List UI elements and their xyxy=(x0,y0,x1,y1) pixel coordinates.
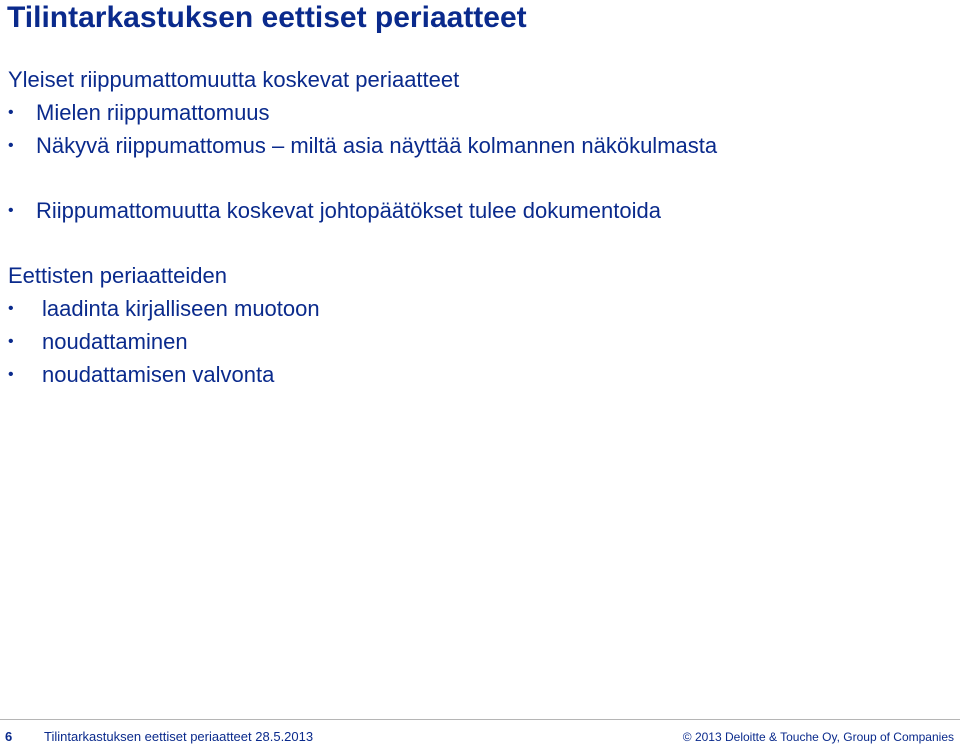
slide-title: Tilintarkastuksen eettiset periaatteet xyxy=(7,1,527,34)
footer-title xyxy=(44,729,313,745)
list-item-text: Mielen riippumattomuus xyxy=(36,100,270,125)
page-number: 6 xyxy=(5,729,13,744)
footer-copyright: © 2013 Deloitte & Touche Oy, Group of Companies xyxy=(682,730,954,744)
list-item-text: Näkyvä riippumattomus – miltä asia näyttää kolmannen näkökulmasta xyxy=(36,133,718,158)
footer-title-text: Tilintarkastuksen eettiset periaatteet xyxy=(44,729,252,744)
list-item-text: noudattamisen valvonta xyxy=(42,362,275,387)
bullet-icon: • xyxy=(8,104,14,121)
list-item-text: laadinta kirjalliseen muotoon xyxy=(42,296,320,321)
bullet-icon: • xyxy=(8,202,14,219)
list-item-text: Riippumattomuutta koskevat johtopäätökset tulee dokumentoida xyxy=(36,198,661,223)
footer-divider xyxy=(0,719,960,720)
bullet-icon: • xyxy=(8,366,14,383)
bullet-icon: • xyxy=(8,333,14,350)
footer-date: 28.5.2013 xyxy=(255,729,314,744)
bullet-icon: • xyxy=(8,300,14,317)
section-heading-ethics: Eettisten periaatteiden xyxy=(8,263,227,288)
bullet-icon: • xyxy=(8,137,14,154)
list-item-text: noudattaminen xyxy=(42,329,188,354)
section-heading-independence: Yleiset riippumattomuutta koskevat periaatteet xyxy=(8,67,460,92)
